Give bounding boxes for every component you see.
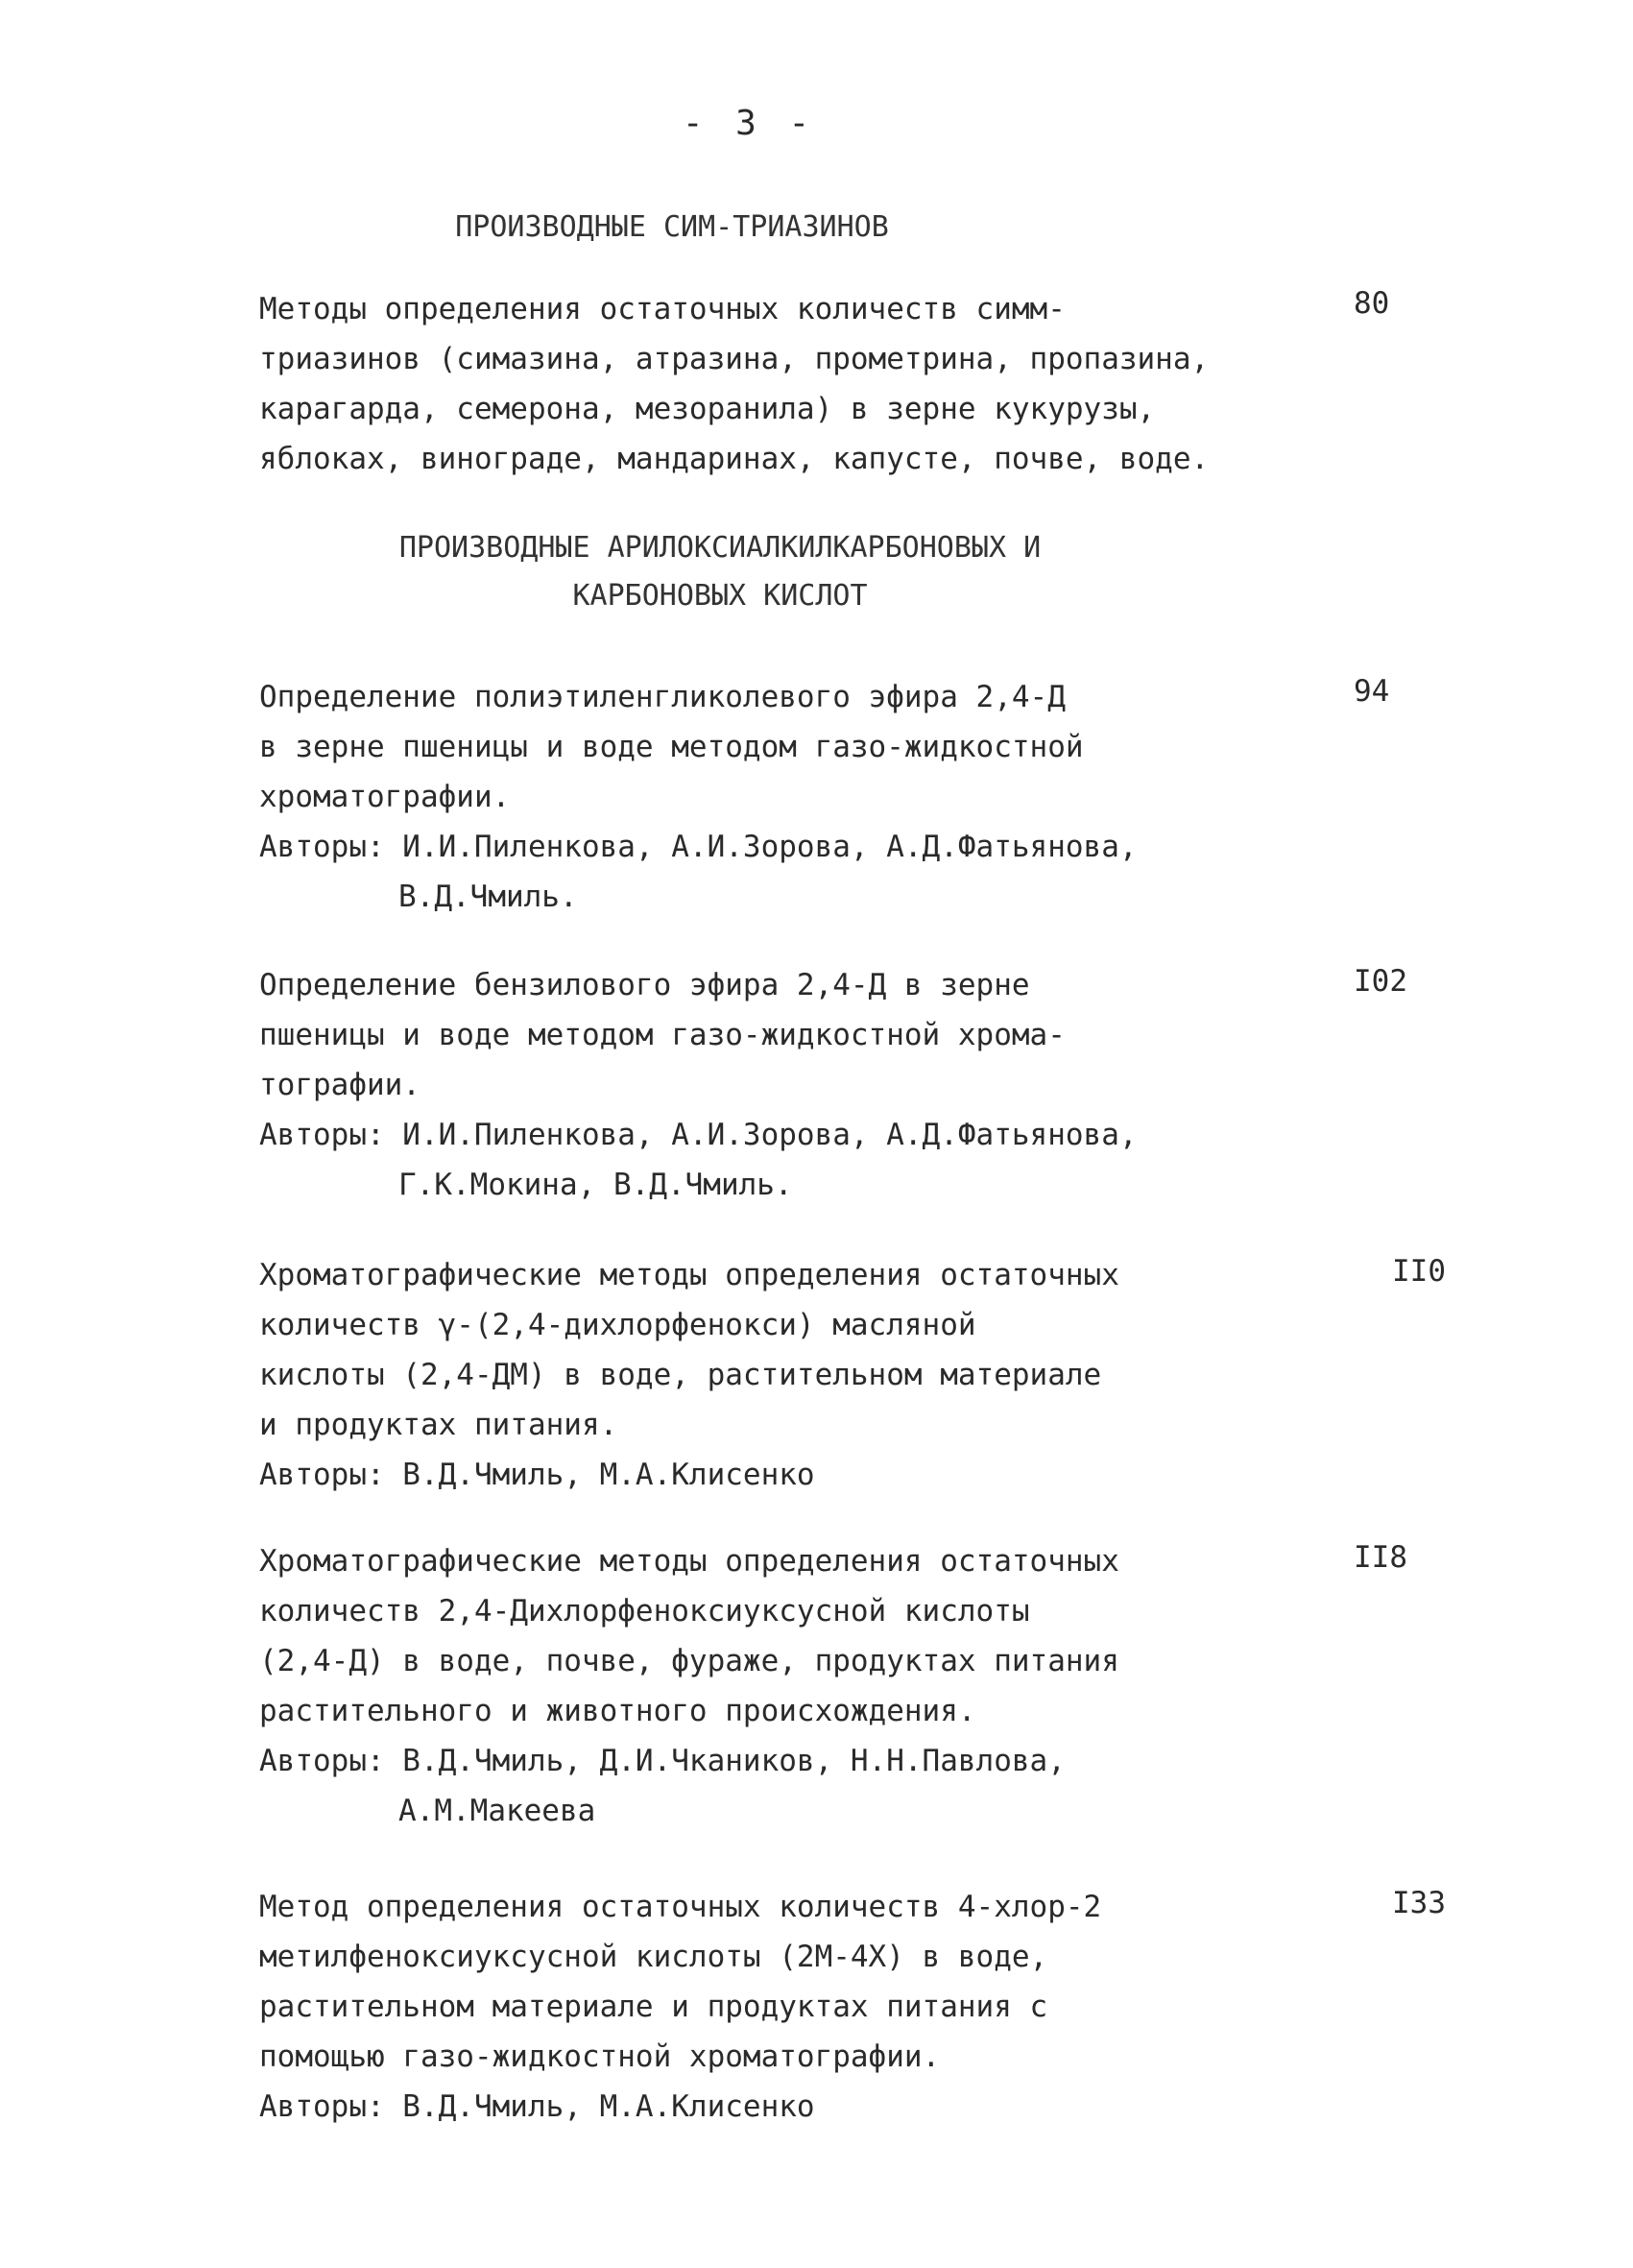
entry-title-line: Определение полиэтиленгликолевого эфира 2,4-Д	[259, 680, 1066, 714]
entry-title-line: метилфеноксиуксусной кислоты (2М-4Х) в воде,	[259, 1940, 1048, 1974]
entry-page-number: I02	[1354, 964, 1407, 999]
entry-authors	[259, 1736, 1344, 1836]
toc-entry	[259, 1250, 1344, 1500]
toc-entry	[259, 672, 1344, 922]
entry-title-line: триазинов (симазина, атразина, прометрина, пропазина,	[259, 342, 1210, 376]
entry-title-line: количеств 2,4-Дихлорфеноксиуксусной кислоты	[259, 1594, 1030, 1629]
section-heading-aryloxy-acids	[317, 524, 1123, 620]
entry-title	[259, 960, 1344, 1110]
entry-authors-line: В.Д.Чмиль.	[398, 880, 578, 914]
toc-entry	[259, 960, 1344, 1210]
entry-title-line: Метод определения остаточных количеств 4-хлор-2	[259, 1890, 1102, 1924]
entry-title	[259, 1250, 1344, 1450]
entry-page-number: 94	[1354, 674, 1390, 709]
section-heading-sim-triazines	[413, 204, 931, 252]
entry-title-line: Определение бензилового эфира 2,4-Д в зерне	[259, 968, 1030, 1002]
entry-page-number: I33	[1392, 1886, 1446, 1920]
entry-title-line: яблоках, винограде, мандаринах, капусте, почве, воде.	[259, 442, 1210, 476]
entry-authors-line: Авторы: И.И.Пиленкова, А.И.Зорова, А.Д.Фатьянова,	[259, 1118, 1138, 1152]
entry-title-line: карагарда, семерона, мезоранила) в зерне кукурузы,	[259, 392, 1156, 426]
entry-title	[259, 1536, 1344, 1736]
entry-page-number: 80	[1354, 286, 1390, 321]
entry-authors-line: Авторы: В.Д.Чмиль, М.А.Клисенко	[259, 1458, 815, 1492]
toc-entry	[259, 1536, 1344, 1836]
entry-title-line: и продуктах питания.	[259, 1408, 618, 1442]
entry-authors-line: Авторы: В.Д.Чмиль, Д.И.Чкаников, Н.Н.Павлова,	[259, 1744, 1066, 1778]
entry-authors	[259, 1450, 1344, 1500]
entry-title-line: хроматографии.	[259, 780, 511, 814]
entry-page-number: II0	[1392, 1254, 1446, 1289]
toc-entry	[259, 284, 1344, 484]
entry-title-line: количеств γ-(2,4-дихлорфенокси) масляной	[259, 1308, 976, 1342]
entry-title-line: (2,4-Д) в воде, почве, фураже, продуктах питания	[259, 1644, 1119, 1678]
entry-authors	[259, 1110, 1344, 1210]
entry-title-line: Хроматографические методы определения остаточных	[259, 1544, 1119, 1579]
entry-title-line: Методы определения остаточных количеств симм-	[259, 292, 1066, 326]
entry-title-line: тографии.	[259, 1068, 420, 1102]
entry-page-number: II8	[1354, 1540, 1407, 1575]
entry-authors	[259, 2082, 1344, 2132]
entry-title-line: помощью газо-жидкостной хроматографии.	[259, 2039, 941, 2074]
entry-title-line: кислоты (2,4-ДМ) в воде, растительном материале	[259, 1358, 1102, 1392]
entry-title-line: в зерне пшеницы и воде методом газо-жидкостной	[259, 730, 1084, 764]
entry-title	[259, 672, 1344, 822]
entry-title	[259, 1882, 1344, 2082]
entry-title-line: растительного и животного происхождения.	[259, 1694, 976, 1728]
heading-line: КАРБОНОВЫХ КИСЛОТ	[572, 579, 868, 613]
entry-authors-line: Г.К.Мокина, В.Д.Чмиль.	[398, 1168, 793, 1202]
entry-authors-line: А.М.Макеева	[398, 1794, 596, 1828]
heading-line: ПРОИЗВОДНЫЕ АРИЛОКСИАЛКИЛКАРБОНОВЫХ И	[398, 531, 1042, 565]
entry-title-line: растительном материале и продуктах питания с	[259, 1990, 1048, 2024]
entry-authors-line: Авторы: В.Д.Чмиль, М.А.Клисенко	[259, 2089, 815, 2124]
entry-title	[259, 284, 1344, 484]
page-number: - 3 -	[682, 104, 816, 143]
entry-authors	[259, 822, 1344, 922]
entry-title-line: пшеницы и воде методом газо-жидкостной хрома-	[259, 1018, 1066, 1052]
entry-authors-line: Авторы: И.И.Пиленкова, А.И.Зорова, А.Д.Фатьянова,	[259, 830, 1138, 864]
toc-entry	[259, 1882, 1344, 2132]
entry-title-line: Хроматографические методы определения остаточных	[259, 1258, 1119, 1292]
heading-line: ПРОИЗВОДНЫЕ СИМ-ТРИАЗИНОВ	[455, 210, 889, 244]
